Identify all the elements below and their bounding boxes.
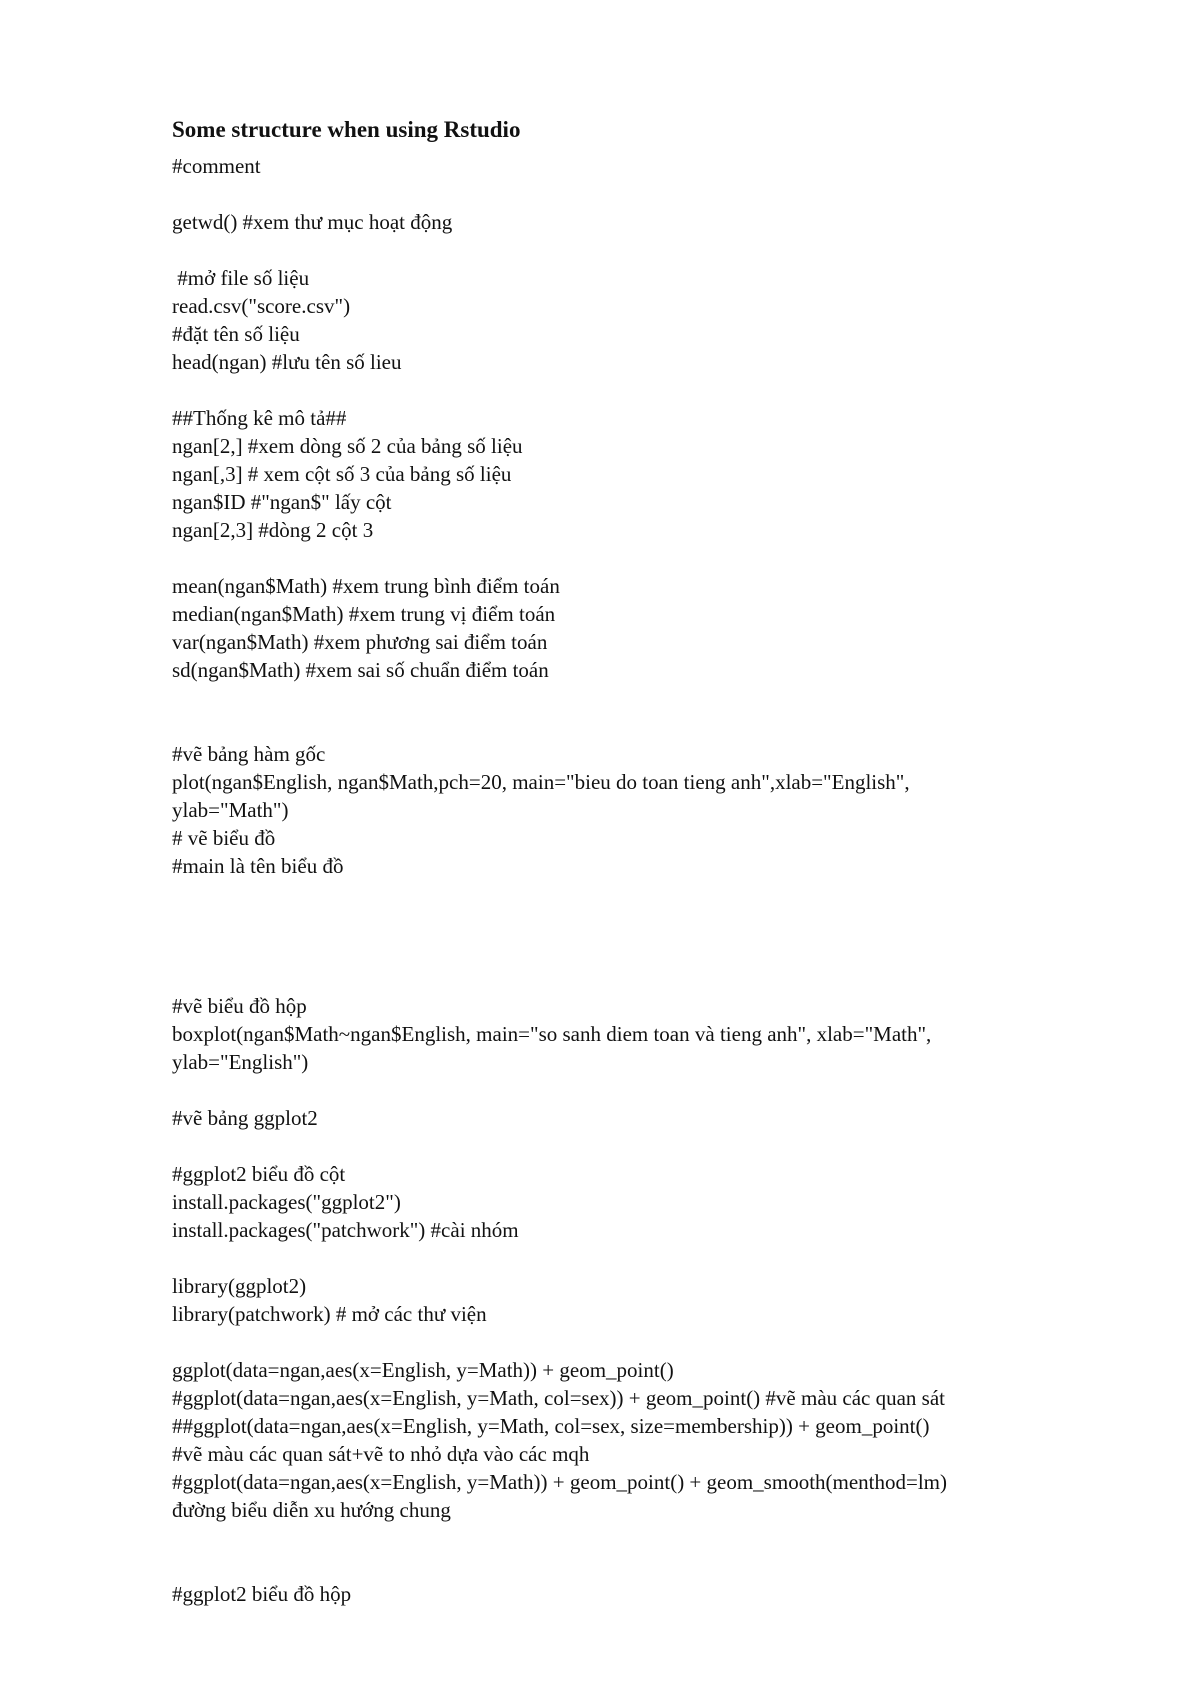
blank-line <box>172 1132 1132 1160</box>
text-line: đường biểu diễn xu hướng chung <box>172 1498 451 1522</box>
text-line: install.packages("ggplot2") <box>172 1190 401 1214</box>
text-line: ngan[2,] #xem dòng số 2 của bảng số liệu <box>172 434 523 458</box>
text-line: ylab="Math") <box>172 798 289 822</box>
text-line: ngan$ID #"ngan$" lấy cột <box>172 490 392 514</box>
text-line: #mở file số liệu <box>172 266 310 290</box>
blank-line <box>172 376 1132 404</box>
text-line: #ggplot(data=ngan,aes(x=English, y=Math)) + geom_point() + geom_smooth(menthod=lm) <box>172 1470 948 1494</box>
text-line: library(patchwork) # mở các thư viện <box>172 1302 487 1326</box>
blank-line <box>172 1244 1132 1272</box>
text-line: ngan[2,3] #dòng 2 cột 3 <box>172 518 374 542</box>
text-line: library(ggplot2) <box>172 1274 307 1298</box>
document-content <box>172 112 1132 1608</box>
text-line: #vẽ bảng ggplot2 <box>172 1106 318 1130</box>
text-line: ylab="English") <box>172 1050 309 1074</box>
text-line: var(ngan$Math) #xem phương sai điểm toán <box>172 630 548 654</box>
text-line: #main là tên biểu đồ <box>172 854 344 878</box>
blank-line <box>172 936 1132 964</box>
blank-line <box>172 964 1132 992</box>
blank-line <box>172 1524 1132 1552</box>
text-line: ngan[,3] # xem cột số 3 của bảng số liệu <box>172 462 512 486</box>
text-line: # vẽ biểu đồ <box>172 826 276 850</box>
text-line: getwd() #xem thư mục hoạt động <box>172 210 453 234</box>
text-line: mean(ngan$Math) #xem trung bình điểm toán <box>172 574 560 598</box>
blank-line <box>172 908 1132 936</box>
text-line: #comment <box>172 154 261 178</box>
text-line: install.packages("patchwork") #cài nhóm <box>172 1218 519 1242</box>
text-line: ##ggplot(data=ngan,aes(x=English, y=Math, col=sex, size=membership)) + geom_point() <box>172 1414 930 1438</box>
blank-line <box>172 712 1132 740</box>
blank-line <box>172 1552 1132 1580</box>
text-line: #ggplot2 biểu đồ cột <box>172 1162 346 1186</box>
text-line: #ggplot2 biểu đồ hộp <box>172 1582 352 1606</box>
text-line: sd(ngan$Math) #xem sai số chuẩn điểm toán <box>172 658 549 682</box>
text-line: #vẽ biểu đồ hộp <box>172 994 307 1018</box>
text-line: ggplot(data=ngan,aes(x=English, y=Math)) + geom_point() <box>172 1358 674 1382</box>
blank-line <box>172 1328 1132 1356</box>
blank-line <box>172 180 1132 208</box>
text-line: #đặt tên số liệu <box>172 322 300 346</box>
text-line: boxplot(ngan$Math~ngan$English, main="so sanh diem toan và tieng anh", xlab="Math", <box>172 1022 932 1046</box>
document-title: Some structure when using Rstudio <box>172 117 521 142</box>
blank-line <box>172 1076 1132 1104</box>
text-line: #vẽ bảng hàm gốc <box>172 742 326 766</box>
text-line: #ggplot(data=ngan,aes(x=English, y=Math, col=sex)) + geom_point() #vẽ màu các quan sát <box>172 1386 946 1410</box>
text-line: #vẽ màu các quan sát+vẽ to nhỏ dựa vào các mqh <box>172 1442 590 1466</box>
text-line: median(ngan$Math) #xem trung vị điểm toán <box>172 602 556 626</box>
blank-line <box>172 544 1132 572</box>
blank-line <box>172 880 1132 908</box>
text-line: plot(ngan$English, ngan$Math,pch=20, main="bieu do toan tieng anh",xlab="English", <box>172 770 910 794</box>
document-body <box>172 152 1132 1608</box>
text-line: read.csv("score.csv") <box>172 294 351 318</box>
text-line: head(ngan) #lưu tên số lieu <box>172 350 402 374</box>
blank-line <box>172 236 1132 264</box>
text-line: ##Thống kê mô tả## <box>172 406 347 430</box>
blank-line <box>172 684 1132 712</box>
